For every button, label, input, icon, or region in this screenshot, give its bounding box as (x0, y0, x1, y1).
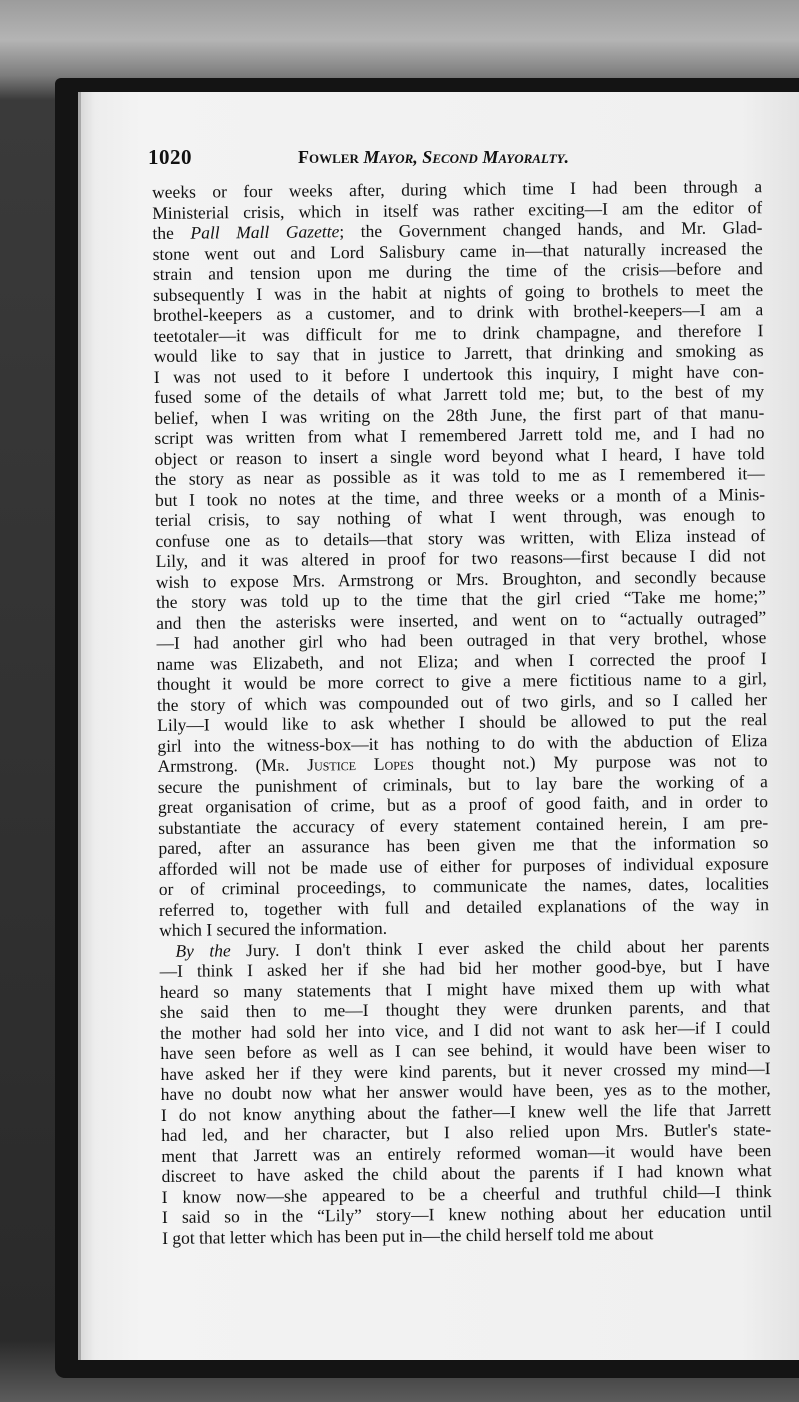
text-line: would like to say that in justice to Jarrett, that drinking and smoking as (153, 340, 764, 366)
text-line: have seen before as well as I can see behind, it would have been wiser to (160, 1037, 771, 1063)
text-line: Ministerial crisis, which in itself was rather exciting—I am the editor of (152, 196, 763, 223)
text-line: the story as near as possible as it was told to me as I remembered it— (154, 463, 765, 489)
text-line: afforded will not be made use of either for purposes of individual exposure (158, 852, 769, 879)
text-line: strain and tension upon me during the time of the crisis—before and (152, 258, 763, 284)
text-line: the Pall Mall Gazette; the Government changed hands, and Mr. Glad- (152, 217, 763, 243)
text-line: and then the asterisks were inserted, and went on to “actually outraged” (156, 606, 767, 633)
text-line: referred to, together with full and detailed explanations of the way in (158, 893, 770, 920)
text-line: girl into the witness-box—it has nothing to do with the abduction of Eliza (157, 729, 768, 756)
text-line: —I had another girl who had been outraged in that very brothel, whose (156, 627, 767, 653)
text-line: which I secured the information. (159, 917, 388, 940)
text-line: heard so many statements that I might have mixed them up with what (159, 975, 770, 1002)
text-line: had led, and her character, but I also relied upon Mrs. Butler's state- (161, 1119, 772, 1145)
text-line: I know now—she appeared to be a cheerful and truthful child—I think (161, 1180, 772, 1207)
text-line: discreet to have asked the child about the parents if I had known what (161, 1160, 772, 1186)
page-header (148, 145, 618, 170)
text-line: the story of which was compounded out of two girls, and so I called her (156, 688, 768, 715)
text-line: belief, when I was writing on the 28th June, the first part of that manu- (154, 401, 765, 428)
speaker-name: Mr. Justice Lopes (261, 753, 414, 775)
text-line: confuse one as to details—that story was written, with Eliza instead of (155, 524, 766, 551)
text-line: weeks or four weeks after, during which time I had been through a (152, 176, 763, 202)
body-text (152, 176, 772, 1248)
text-line: I do not know anything about the father—I knew well the life that Jarrett (160, 1098, 772, 1125)
text-line: the story was told up to the time that the girl cried “Take me home;” (155, 586, 767, 612)
text-line: object or reason to insert a single word beyond what I heard, I have told (154, 442, 765, 469)
text-line: By the Jury. I don't think I ever asked the child about her parents (175, 934, 770, 961)
text-line: subsequently I was in the habit at nights of going to brothels to meet the (152, 278, 764, 305)
text-line: but I took no notes at the time, and three weeks or a month of a Minis- (154, 483, 766, 510)
text-line: thought it would be more correct to give a mere fictitious name to a girl, (156, 668, 767, 694)
text-line: substantiate the accuracy of every statement contained herein, I am pre- (158, 811, 769, 838)
text-line: Lily, and it was altered in proof for two reasons—first because I did not (155, 545, 766, 571)
text-line: Armstrong. (Mr. Justice Lopes thought not.) My purpose was not to (157, 750, 768, 776)
running-title (298, 147, 569, 168)
text-line: fused some of the details of what Jarrett told me; but, to the best of my (153, 381, 765, 407)
running-title-rest: Mayor, Second Mayoralty. (363, 147, 570, 167)
text-line: —I think I asked her if she had bid her mother good-bye, but I have (159, 955, 770, 981)
publication-title: Pall Mall Gazette (190, 221, 340, 243)
text-line: pared, after an assurance has been given me that the information so (158, 832, 769, 858)
text-line: the mother had sold her into vice, and I did not want to ask her—if I could (160, 1016, 771, 1043)
text-line: script was written from what I remembered Jarrett told me, and I had no (154, 422, 765, 448)
text-line: great organisation of crime, but as a proof of good faith, and in order to (157, 791, 769, 817)
text-line: Lily—I would like to ask whether I should be allowed to put the real (157, 709, 768, 735)
text-line: I said so in the “Lily” story—I knew nothing about her education until (161, 1201, 773, 1227)
text-line: brothel-keepers as a customer, and to drink with brothel-keepers—I am a (153, 299, 764, 325)
text-line: have no doubt now what her answer would have been, yes as to the mother, (160, 1078, 771, 1104)
text-line: I was not used to it before I undertook this inquiry, I might have con- (153, 360, 764, 387)
text-line: have asked her if they were kind parents, but it never crossed my mind—I (160, 1057, 771, 1084)
running-title-name: Fowler (298, 147, 359, 167)
text-line: terial crisis, to say nothing of what I went through, was enough to (155, 504, 766, 530)
text-line: secure the punishment of criminals, but to lay bare the working of a (157, 770, 768, 797)
text-line: she said then to me—I thought they were drunken parents, and that (159, 996, 771, 1022)
text-line: name was Elizabeth, and not Eliza; and when I corrected the proof I (156, 647, 767, 674)
italic-remark: By the (175, 939, 231, 961)
text-line: ment that Jarrett was an entirely reformed woman—it would have been (161, 1139, 772, 1166)
text-line: wish to expose Mrs. Armstrong or Mrs. Broughton, and secondly because (155, 565, 766, 592)
text-line: stone went out and Lord Salisbury came in—that naturally increased the (152, 237, 763, 264)
text-line: I got that letter which has been put in—the child herself told me about (162, 1222, 654, 1248)
text-line: or of criminal proceedings, to communicate the names, dates, localities (158, 873, 769, 899)
page-number: 1020 (148, 145, 192, 169)
text-line: teetotaler—it was difficult for me to drink champagne, and therefore I (153, 319, 764, 346)
